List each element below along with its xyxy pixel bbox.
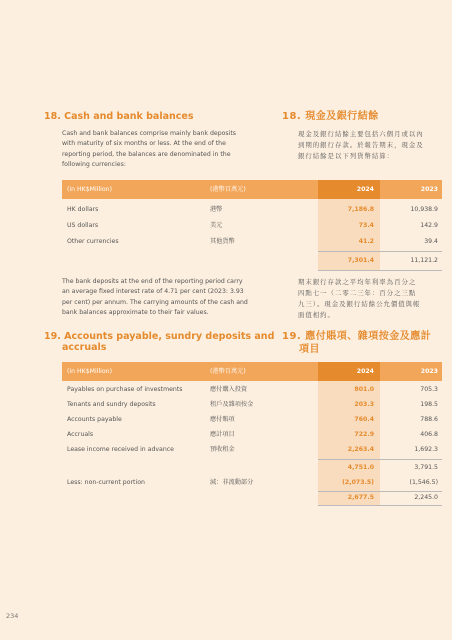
noncurrent-row: [62, 476, 442, 490]
row-label-zh: 港幣: [210, 206, 223, 213]
value-current: 722.9: [354, 431, 374, 438]
header-label-zh: (港幣百萬元): [210, 368, 246, 375]
subtotal-prior: 3,791.5: [414, 464, 438, 471]
value-prior: 406.8: [420, 431, 438, 438]
section-18-note: [62, 277, 274, 319]
header-prior-year: 2023: [420, 368, 438, 375]
total-bottom-rule: [318, 270, 442, 271]
total-prior: 2,245.0: [414, 494, 438, 501]
note-line-zh: 九三）。現金及銀行結餘公允價值與帳: [298, 300, 421, 308]
value-current: 203.3: [354, 401, 374, 408]
section-18-heading: 18. Cash and bank balances: [44, 111, 194, 122]
note-line-zh: 面值相約。: [298, 311, 335, 319]
section-18-paragraph: [62, 129, 272, 171]
section-18-note-zh: [298, 277, 440, 321]
para-line: reporting period, the balances are denominated in the: [62, 150, 231, 158]
para-line-zh: 銀行結餘是以下列貨幣結算：: [298, 152, 395, 160]
note-line: per cent) per annum. The carrying amounts of the cash and: [62, 298, 248, 306]
subtotal-current: 4,751.0: [347, 464, 374, 471]
value-prior: 142.9: [420, 222, 438, 229]
total-rule: [318, 251, 442, 252]
row-label-zh: 應付購入投資: [210, 386, 248, 393]
value-prior: 705.3: [420, 386, 438, 393]
para-line-zh: 現金及銀行結餘主要包括六個月或以內: [298, 130, 424, 138]
header-current-year: 2024: [318, 362, 380, 381]
value-current: (2,073.5): [342, 479, 374, 486]
row-label-zh: 減：非流動部分: [210, 479, 254, 486]
table-row: [62, 235, 442, 249]
value-current: 73.4: [358, 222, 374, 229]
para-line: following currencies:: [62, 161, 126, 169]
header-prior-year: 2023: [420, 186, 438, 193]
value-prior: 198.5: [420, 401, 438, 408]
value-current: 760.4: [354, 416, 374, 423]
heading-line: 19. Accounts payable, sundry deposits and: [44, 331, 275, 342]
header-label: (in HK$Million): [67, 368, 113, 375]
section-18-paragraph-zh: [298, 129, 438, 162]
row-label-zh: 應付賬項: [210, 416, 235, 423]
total-current: 7,301.4: [347, 257, 374, 264]
row-label: Lease income received in advance: [67, 446, 174, 453]
table-18-header: [62, 180, 442, 199]
table-row: [62, 443, 442, 457]
note-line-zh: 期末銀行存款之平均年利率為百分之: [298, 278, 417, 286]
section-18-heading-zh: 18. 現金及銀行結餘: [282, 111, 379, 122]
note-line: bank balances approximate to their fair values.: [62, 309, 209, 317]
heading-line-zh: 19. 應付賬項、雜項按金及應計: [282, 331, 432, 342]
row-label-zh: 美元: [210, 222, 223, 229]
row-label: Accounts payable: [67, 416, 122, 423]
table-row: [62, 413, 442, 427]
table-row: [62, 219, 442, 233]
heading-line-zh: 項目: [299, 344, 320, 355]
row-label: US dollars: [67, 222, 99, 229]
table-row: [62, 398, 442, 412]
subtotal-rule: [318, 459, 442, 460]
row-label-zh: 預收租金: [210, 446, 235, 453]
value-prior: 10,938.9: [410, 206, 438, 213]
note-line: The bank deposits at the end of the reporting period carry: [62, 278, 243, 285]
table-row: [62, 383, 442, 397]
row-label: Less: non-current portion: [67, 479, 145, 486]
value-prior: 788.6: [420, 416, 438, 423]
note-line-zh: 四點七一（二零二三年：百分之三點: [298, 289, 417, 297]
header-current-year: 2024: [318, 180, 380, 199]
value-current: 801.0: [354, 386, 374, 393]
table-row: [62, 203, 442, 217]
row-label: Payables on purchase of investments: [67, 386, 183, 393]
value-prior: 1,692.3: [414, 446, 438, 453]
row-label: Tenants and sundry deposits: [67, 401, 156, 408]
row-label: HK dollars: [67, 206, 99, 213]
note-line: an average fixed interest rate of 4.71 per cent (2023: 3.93: [62, 288, 244, 296]
section-19-heading: [44, 331, 274, 353]
total-current: 2,677.5: [347, 494, 374, 501]
total-row: [62, 491, 442, 505]
para-line: Cash and bank balances comprise mainly bank deposits: [62, 130, 237, 137]
row-label-zh: 租戶及雜項按金: [210, 401, 254, 408]
header-label: (in HK$Million): [67, 186, 113, 193]
table-19-header: [62, 362, 442, 381]
value-prior: (1,546.5): [409, 479, 438, 486]
row-label: Other currencies: [67, 238, 119, 245]
subtotal-row: [62, 461, 442, 475]
table-row: [62, 428, 442, 442]
total-row: [62, 254, 442, 268]
value-current: 2,263.4: [347, 446, 374, 453]
header-label-zh: (港幣百萬元): [210, 186, 246, 193]
row-label: Accruals: [67, 431, 94, 438]
value-current: 7,186.8: [347, 206, 374, 213]
total-bottom-rule: [318, 505, 442, 506]
page-number: 234: [6, 612, 19, 620]
para-line: with maturity of six months or less. At the end of the: [62, 140, 226, 148]
para-line-zh: 到期的銀行存款。於報告期末，現金及: [298, 141, 424, 149]
row-label-zh: 其他貨幣: [210, 238, 235, 245]
value-prior: 39.4: [424, 238, 438, 245]
heading-line: accruals: [62, 342, 107, 353]
row-label-zh: 應計項目: [210, 431, 235, 438]
value-current: 41.2: [358, 238, 374, 245]
section-19-heading-zh: [282, 330, 431, 356]
total-prior: 11,121.2: [410, 257, 438, 264]
